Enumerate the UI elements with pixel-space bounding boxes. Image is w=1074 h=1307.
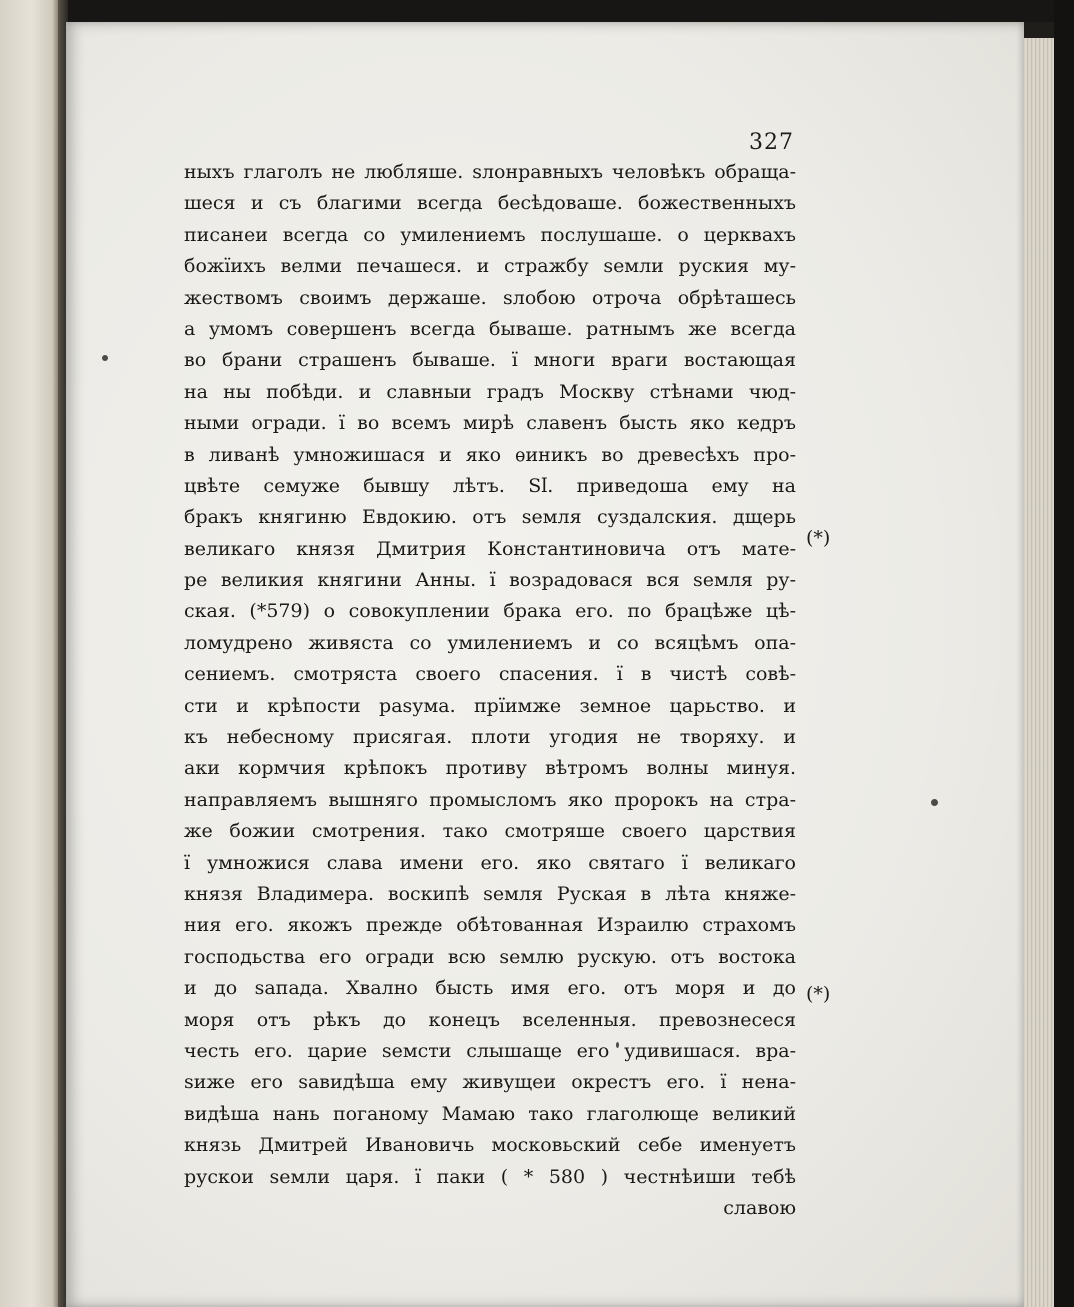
text-line: ныхъ глаголъ не любляше. ѕлонравныхъ человѣкъ обраща- <box>184 161 796 183</box>
catchword: славою <box>723 1196 796 1219</box>
text-line: ния его. якожъ прежде обѣтованная Израилю страхомъ <box>184 914 796 937</box>
text-line: честь его. царие ѕемсти слышаще его удивишася. вра- <box>184 1039 796 1062</box>
text-line: в ливанѣ умножишася и яко ѳиникъ во древесѣхъ про- <box>184 443 796 466</box>
scan-background-right <box>1054 0 1074 1307</box>
text-line: рускои ѕемли царя. ї паки ( * 580 ) честнѣиши тебѣ <box>184 1165 796 1188</box>
text-line: ѕиже его ѕавидѣша ему живущеи окрестъ его. ї нена- <box>184 1071 796 1094</box>
text-line: ными огради. ї во всемъ мирѣ славенъ бысть яко кедръ <box>184 412 796 435</box>
text-line: шеся и съ благими всегда бесѣдоваше. божественныхъ <box>184 192 796 215</box>
text-line: во брани страшенъ бываше. ї многи враги востающая <box>184 349 796 372</box>
text-line: направляемъ вышняго промысломъ яко пророкъ на стра- <box>184 788 796 811</box>
text-line: видѣша нань поганому Мамаю тако глаголюще великий <box>184 1102 796 1125</box>
facing-page-edge <box>0 0 58 1307</box>
text-line: сти и крѣпости раѕума. прїимже земное царьство. и <box>184 694 796 717</box>
margin-note: (*) <box>806 527 831 549</box>
text-line: ре великия княгини Анны. ї возрадовася вся ѕемля ру- <box>184 569 796 592</box>
text-line: же божии смотрения. тако смотряше своего царствия <box>184 820 796 843</box>
text-line: и до ѕапада. Хвално бысть имя его. отъ моря и до <box>184 977 796 1000</box>
page-number: 327 <box>749 130 794 155</box>
text-line: моря отъ рѣкъ до конецъ вселенныя. превознесеся <box>184 1008 796 1031</box>
text-line: великаго князя Дмитрия Константиновича отъ мате- <box>184 537 796 560</box>
text-line: господьства его огради всю ѕемлю рускую. отъ востока <box>184 945 796 968</box>
text-line: сениемъ. смотряста своего спасения. ї в чистѣ совѣ- <box>184 663 796 686</box>
margin-note: (*) <box>806 983 831 1005</box>
text-line: князь Дмитрей Ивановичь московьский себе именуетъ <box>184 1134 796 1157</box>
text-line: писанеи всегда со умилениемъ послушаше. о церквахъ <box>184 223 796 246</box>
text-line: жествомъ своимъ держаше. ѕлобою отроча обрѣташесь <box>184 286 796 309</box>
page-speck <box>102 355 108 361</box>
text-line: цвѣте семуже бывшу лѣтъ. Sӏ. приведоша ему на <box>184 474 796 497</box>
text-line: ская. (*579) о совокуплении брака его. по брацѣже цѣ- <box>184 600 796 623</box>
text-line: князя Владимера. воскипѣ ѕемля Руская в лѣта княже- <box>184 882 796 905</box>
text-line: къ небесному присягая. плоти угодия не творяху. и <box>184 726 796 749</box>
text-line: на ны побѣди. и славныи градъ Москву стѣнами чюд- <box>184 380 796 403</box>
text-line: ломудрено живяста со умилениемъ и со всяцѣмъ опа- <box>184 631 796 654</box>
text-line: бракъ княгиню Евдокию. отъ ѕемля суздалския. дщерь <box>184 506 796 529</box>
scan-background-top <box>66 0 1074 22</box>
page-fore-edge <box>1024 38 1054 1307</box>
text-line: ї умножися слава имени его. яко святаго ї великаго <box>184 851 796 874</box>
page-speck <box>931 799 938 806</box>
body-text <box>184 157 796 1224</box>
text-line: аки кормчия крѣпокъ противу вѣтромъ волны минуя. <box>184 757 796 780</box>
text-line: а умомъ совершенъ всегда бываше. ратнымъ же всегда <box>184 317 796 340</box>
text-line: божїихъ велми печашеся. и стражбу ѕемли руския му- <box>184 255 796 278</box>
